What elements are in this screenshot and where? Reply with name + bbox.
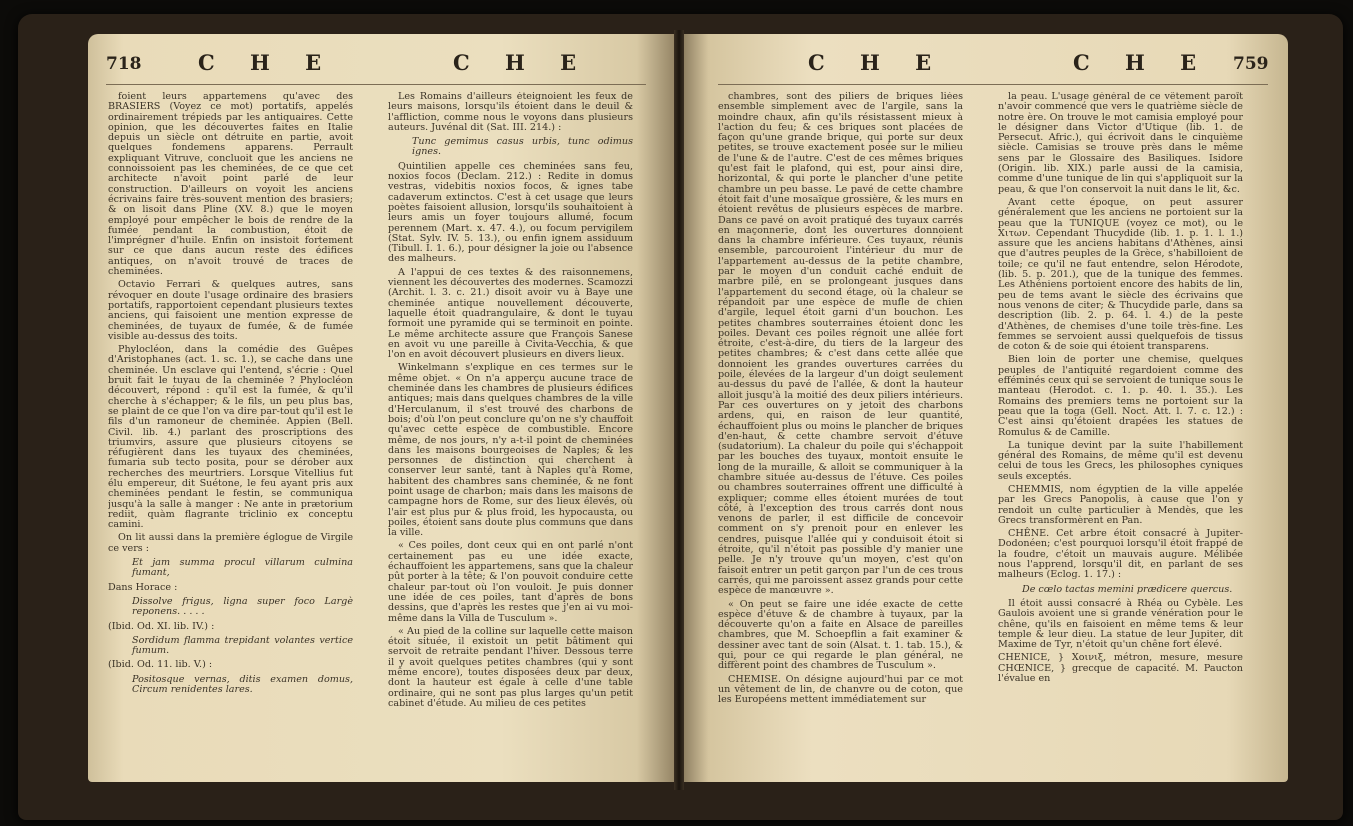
verse-quote: Positosque vernas, ditis examen domus, Circum renidentes lares. (132, 673, 353, 696)
verse-quote: Tunc gemimus casus urbis, tunc odimus ignes. (412, 136, 633, 158)
right-page (678, 34, 1288, 782)
paragraph: Dans Horace : (108, 581, 178, 593)
right-page-number: 759 (1233, 54, 1269, 74)
paragraph: Bien loin de porter une chemise, quelques peuples de l'antiquité regardoient comme des efféminés ceux qui se servoient de tunique sous le manteau (Herodot. c. 1. p. 40. l. 35.). Les Romains des premiers tems ne portoient sur la peau que la toga (Gell. Noct. Att. l. 7. c. 12.) : C'est ainsi qu'étoient drapées les statues de Romulus & de Camille. (998, 354, 1243, 438)
header-rule (718, 84, 1268, 85)
verse-quote: Et jam summa procul villarum culmina fumant, (132, 557, 353, 579)
right-running-head-1: C H E (808, 50, 946, 75)
right-running-head-2: C H E (1073, 50, 1211, 75)
paragraph: Winkelmann s'explique en ces termes sur le même objet. « On n'a apperçu aucune trace de cheminée dans les chambres de plusieurs édifices antiques; mais dans quelques chambres de la ville d'Herculanum, il s'est trouvé des charbons de bois; d'où l'on peut conclure qu'on ne s'y chauffoit qu'avec cette espèce de combustible. Encore même, de nos jours, n'y a-t-il point de cheminées dans les maisons bourgeoises de Naples; & les personnes de distinction qui cherchent à conserver leur santé, tant à Naples qu'à Rome, habitent des chambres sans cheminée, & ne font point usage de charbon; mais dans les maisons de campagne hors de Rome, sur des lieux élevés, où l'air est plus pur & plus froid, les hypocausta, ou poiles, étoient sans doute plus communs que dans la ville. (388, 362, 633, 539)
paragraph: CHENICE, } Χοινιξ, métron, mesure, mesure CHŒNICE, } grecque de capacité. M. Paucton l'évalue en (998, 652, 1243, 685)
paragraph: Phylocléon, dans la comédie des Guêpes d'Aristophanes (act. 1. sc. 1.), se cache dans une cheminée. Un esclave qui l'entend, s'écrie : Quel bruit fait le tuyau de la cheminée ? Phylocléon découvert, répond : qu'il est la fumée, & qu'il cherche à s'échapper; & le fils, un peu plus bas, se plaint de ce que l'on va dire par-tout qu'il est le fils d'un ramoneur de cheminée. Appien (Bell. Civil. lib. 4.) parlant des proscriptions des triumvirs, assure que plusieurs citoyens se réfugièrent dans les tuyaux des cheminées, fumaria sub tecto posita, pour se dérober aux recherches des meurtriers. Lorsque Vitellius fut élu empereur, dit Suétone, le feu ayant pris aux cheminées pendant le festin, se communiqua jusqu'à la salle à manger : Ne ante in prætorium rediit, quàm flagrante triclinio ex conceptu camini. (108, 344, 353, 531)
verse-quote: Sordidum flamma trepidant volantes vertice fumum. (132, 634, 353, 657)
paragraph: (Ibid. Od. XI. lib. IV.) : (108, 620, 215, 632)
paragraph: (Ibid. Od. 11. lib. V.) : (108, 659, 213, 671)
paragraph: Les Romains d'ailleurs éteignoient les feux de leurs maisons, lorsqu'ils étoient dans le deuil & l'affliction, comme nous le voyons dans plusieurs auteurs. Juvénal dit (Sat. III. 214.) : (388, 92, 633, 133)
left-page (88, 34, 678, 782)
book-gutter (674, 30, 684, 790)
right-column-2 (998, 92, 1243, 782)
paragraph: La tunique devint par la suite l'habillement général des Romains, de même qu'il est devenu celui de tous les Grecs, les philosophes cyniques seuls exceptés. (998, 439, 1243, 482)
paragraph: « Au pied de la colline sur laquelle cette maison étoit située, il existoit un petit bâtiment qui servoit de retraite pendant l'hiver. Dessous terre il y avoit quelques petites chambres (qui y sont même encore), toutes disposées deux par deux, dont la hauteur est égale à celle d'une table ordinaire, qui ne sont pas plus larges qu'un petit cabinet d'étude. Au milieu de ces petites (388, 625, 633, 709)
left-column-1 (108, 92, 353, 782)
paragraph: CHEMMIS, nom égyptien de la ville appelée par les Grecs Panopolis, à cause que l'on y rendoit un culte particulier à Mendès, que les Grecs transformèrent en Pan. (998, 483, 1243, 526)
paragraph: Il étoit aussi consacré à Rhéa ou Cybèle. Les Gaulois avoient une si grande vénération pour le chêne, qu'ils en faisoient en même tems & leur temple & leur dieu. La statue de leur Jupiter, dit Maxime de Tyr, n'étoit qu'un chêne fort élevé. (998, 597, 1243, 651)
verse-quote: De cœlo tactas memini prædicere quercus. (1022, 583, 1233, 595)
paragraph: Octavio Ferrari & quelques autres, sans révoquer en doute l'usage ordinaire des brasiers portatifs, rapportoient cependant plusieurs textes anciens, qui faisoient une mention expresse de cheminées, de tuyaux de fumée, & de fumée visible au-dessus des toits. (108, 279, 353, 342)
verse-quote: Dissolve frigus, ligna super foco Largè reponens. . . . . (132, 595, 353, 618)
left-column-2 (388, 92, 633, 782)
paragraph: la peau. L'usage général de ce vêtement paroît n'avoir commencé que vers le quatrième siècle de notre ère. On trouve le mot camisia employé pour le désigner dans Victor d'Utique (lib. 1. de Persecut. Afric.), qui écrivoit dans le cinquième siècle. Camisias se trouve près dans le même sens par le Glossaire des Basiliques. Isidore (Origin. lib. XIX.) parle aussi de la camisia, comme d'une tunique de lin qui s'appliquoit sur la peau, & que l'on conservoit la nuit dans le lit, &c. (998, 92, 1243, 195)
left-page-number: 718 (106, 54, 142, 74)
paragraph: CHEMISE. On désigne aujourd'hui par ce mot un vêtement de lin, de chanvre ou de coton, que les Européens mettent immédiatement sur (718, 673, 963, 706)
paragraph: On lit aussi dans la première églogue de Virgile ce vers : (108, 532, 353, 554)
paragraph: « On peut se faire une idée exacte de cette espèce d'étuve & de chambre à tuyaux, par la découverte qu'on a faite en Alsace de pareilles chambres, que M. Schoepflin a fait examiner & dessiner avec tant de soin (Alsat. t. 1. tab. 15.), & qui, pour ce qui regarde le plan général, ne diffèrent point des chambres de Tusculum ». (718, 598, 963, 672)
paragraph: « Ces poiles, dont ceux qui en ont parlé n'ont certainement pas eu une idée exacte, échauffoient les appartemens, sans que la chaleur pût porter à la tête; & l'on pouvoit conduire cette chaleur par-tout où l'on vouloit. Je puis donner une idée de ces poiles, tant d'après de bons dessins, que d'après les restes que j'en ai vu moi-même dans la Villa de Tusculum ». (388, 540, 633, 624)
paragraph: Avant cette époque, on peut assurer généralement que les anciens ne portoient sur la peau que la TUNIQUE (voyez ce mot), ou le Χιτων. Cependant Thucydide (lib. 1. p. 1. l. 1.) assure que les anciens habitans d'Athènes, ainsi que d'autres peuples de la Grèce, s'habilloient de toile; ce qu'il ne faut entendre, selon Hérodote, (lib. 5. p. 201.), que de la tunique des femmes. Les Athéniens portoient encore des habits de lin, peu de tems avant le siècle des écrivains que nous venons de citer; & Thucydide parle, dans sa description (lib. 2. p. 64. l. 4.) de la peste d'Athènes, de chemises d'une toile très-fine. Les femmes se servoient aussi quelquefois de tissus de coton & de soie qui étoient transparens. (998, 196, 1243, 353)
paragraph: A l'appui de ces textes & des raisonnemens, viennent les découvertes des modernes. Scamozzi (Archit. l. 3. c. 21.) disoit avoir vu à Baye une cheminée antique nouvellement découverte, laquelle étoit quadrangulaire, & dont le tuyau formoit une pyramide qui se terminoit en pointe. Le même architecte assure que François Sanese en avoit vu une pareille à Civita-Vecchia, & que l'on en avoit découvert plusieurs en divers lieux. (388, 266, 633, 361)
right-column-1 (718, 92, 963, 782)
paragraph: chambres, sont des piliers de briques liées ensemble simplement avec de l'argile, sans la moindre chaux, afin qu'ils résistassent mieux à l'action du feu; & ces briques sont placées de façon qu'une grande brique, qui porte sur deux petites, se trouve exactement posée sur le milieu de l'une & de l'autre. C'est de ces mêmes briques qu'est fait le plafond, qui est, pour ainsi dire, horizontal, & qui porte le plancher d'une petite chambre un peu basse. Le pavé de cette chambre étoit fait d'une mosaïque grossière, & les murs en étoient revêtus de plusieurs espèces de marbre. Dans ce pavé on avoit pratiqué des tuyaux carrés en maçonnerie, dont les ouvertures donnoient dans la chambre inférieure. Ces tuyaux, réunis ensemble, parcouroient l'intérieur du mur de l'appartement au-dessus de la petite chambre, par le moyen d'un conduit caché enduit de marbre pilé, en se prolongeant jusques dans l'appartement du second étage, où la chaleur se répandoit par une espèce de mufle de chien d'argile, lequel étoit garni d'un bouchon. Les petites chambres souterraines étoient donc les poiles. Devant ces poiles régnoit une allée fort étroite, c'est-à-dire, du tiers de la largeur des petites chambres; & c'est dans cette allée que donnoient les grandes ouvertures carrées du poile, élevées de la largeur d'un doigt seulement au-dessus du pavé de l'allée, & dont la hauteur alloit jusqu'à la moitié des deux piliers intérieurs. Par ces ouvertures on y jetoit des charbons ardens, qui, en raison de leur quantité, échauffoient plus ou moins le plancher de briques d'en-haut, & cette chambre servoit d'étuve (sudatorium). La chaleur du poile qui s'échappoit par les bouches des tuyaux, montoit ensuite le long de la muraille, & alloit se communiquer à la chambre située au-dessus de l'étuve. Ces poiles ou chambres souterraines offrent une difficulté à expliquer; comme elles étoient murées de tout côté, à l'exception des trous carrés dont nous venons de parler, il est difficile de concevoir comment on s'y prenoit pour en enlever les cendres, puisque l'allée qui y conduisoit étoit si étroite, qu'il n'étoit pas possible d'y manier une pelle. Je n'y trouve qu'un moyen, c'est qu'on faisoit entrer un petit garçon par l'un de ces trous carrés, qui me paroissent assez grands pour cette espèce de manœuvre ». (718, 92, 963, 597)
left-running-head-2: C H E (453, 50, 591, 75)
header-rule (106, 84, 646, 85)
paragraph: foient leurs appartemens qu'avec des BRASIERS (Voyez ce mot) portatifs, appelés ordinairement trépieds par les antiquaires. Cette opinion, que les découvertes faites en Italie depuis un siècle ont détruite en partie, avoit quelques fondemens apparens. Perrault expliquant Vitruve, concluoit que les anciens ne connoissoient pas les cheminées, de ce que cet architecte n'avoit point parlé de leur construction. D'ailleurs on voyoit les anciens écrivains faire très-souvent mention des brasiers; & on lisoit dans Pline (XV. 8.) que le moyen employé pour empêcher le bois de rendre de la fumée pendant la combustion, étoit de l'imprégner d'huile. Enfin on insistoit fortement sur ce que dans aucun reste des édifices antiques, on n'avoit trouvé de traces de cheminées. (108, 92, 353, 278)
left-running-head-1: C H E (198, 50, 336, 75)
paragraph: CHÊNE. Cet arbre étoit consacré à Jupiter-Dodonéen; c'est pourquoi lorsqu'il étoit frappé de la foudre, c'étoit un mauvais augure. Mélibée nous l'apprend, lorsqu'il dit, en parlant de ses malheurs (Eclog. 1. 17.) : (998, 528, 1243, 581)
paragraph: Quintilien appelle ces cheminées sans feu, noxios focos (Declam. 212.) : Redite in domus vestras, videbitis noxios focos, & ignes tabe cadaverum extinctos. C'est à cet usage que leurs poètes faisoient allusion, lorsqu'ils souhaitoient à leurs amis un foyer toujours allumé, focum perennem (Mart. x. 47. 4.), ou focum pervigilem (Stat. Sylv. IV. 5. 13.), ou enfin ignem assiduum (Tibull. I. 1. 6.), pour désigner la joie ou l'absence des malheurs. (388, 160, 633, 265)
